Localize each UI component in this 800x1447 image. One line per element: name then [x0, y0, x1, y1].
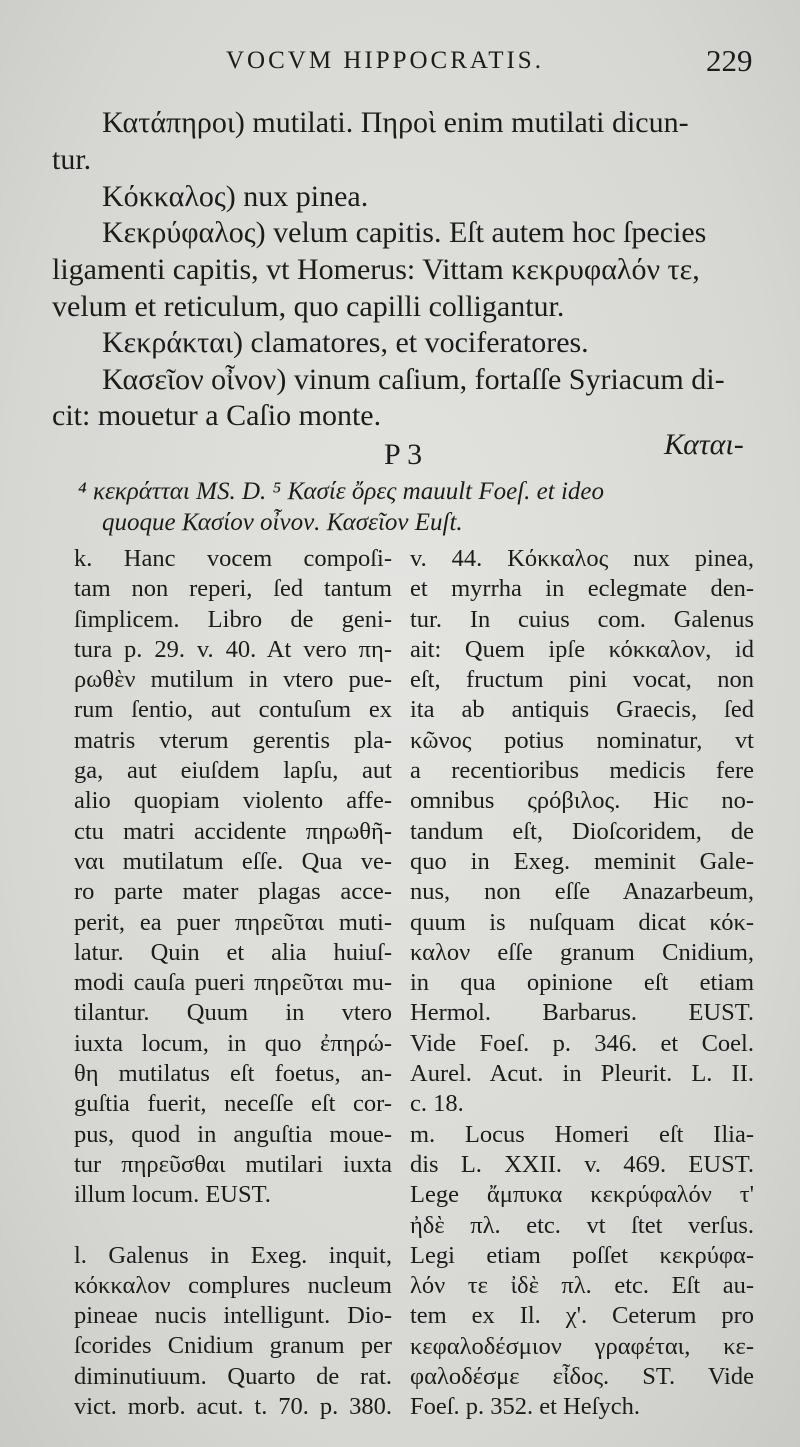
column-line: diminutiuum. Quarto de rat. [74, 1362, 392, 1390]
column-line: κῶνος potius nominatur, vt [410, 726, 754, 754]
entry-line: Κεκράκται) clamatores, et vociferatores. [102, 326, 589, 359]
column-line: latur. Quin et alia huiuſ- [74, 938, 392, 966]
entry-line: Κατάπηροι) mutilati. Πηροὶ enim mutilati dicun- [102, 106, 689, 139]
column-line: Hermol. Barbarus. EUST. [410, 999, 754, 1027]
column-line: dis L. XXII. v. 469. EUST. [410, 1150, 754, 1178]
column-line: ρωθὲν mutilum in vtero pue- [74, 666, 392, 694]
entry-line: Κασεῖον οἶνον) vinum caſium, fortaſſe Syriacum di- [102, 363, 725, 396]
column-line: illum locum. EUST. [74, 1181, 271, 1209]
column-line: ſcorides Cnidium granum per [74, 1332, 392, 1360]
column-line: k. Hanc vocem compoſi- [74, 545, 392, 572]
column-line: κεφαλοδέσμιον γραφέται, κε- [410, 1332, 754, 1360]
column-line: ait: Quem ipſe κόκκαλον, id [410, 635, 754, 663]
column-line: tam non reperi, ſed tantum [74, 575, 392, 603]
entry-line: Κεκρύφαλος) velum capitis. Eſt autem hoc ſpecies [102, 216, 707, 249]
page-number: 229 [706, 43, 753, 78]
column-line: Lege ἄμπυκα κεκρύφαλόν τ' [410, 1181, 754, 1209]
column-line: eſt, fructum pini vocat, non [410, 666, 754, 694]
column-line: matris vterum gerentis pla- [74, 726, 392, 754]
column-line: ro parte mater plagas acce- [74, 878, 392, 906]
column-line: ναι mutilatum eſſe. Qua ve- [74, 847, 392, 875]
commentary-left-column [74, 544, 392, 1422]
column-line: tandum eſt, Dioſcoridem, de [410, 817, 754, 845]
column-line: nus, non eſſe Anazarbeum, [410, 878, 754, 906]
column-line: vict. morb. acut. t. 70. p. 380. [74, 1393, 392, 1421]
column-line: λόν τε ἰδὲ πλ. etc. Eſt au- [410, 1272, 754, 1300]
column-line: ſimplicem. Libro de geni- [74, 605, 392, 633]
column-line: tura p. 29. v. 40. At vero πη- [74, 635, 392, 663]
column-line: et myrrha in eclegmate den- [410, 575, 754, 603]
column-line: ἠδὲ πλ. etc. vt ſtet verſus. [410, 1211, 754, 1239]
entry-line: Κόκκαλος) nux pinea. [102, 180, 369, 213]
entry-line: velum et reticulum, quo capilli colligantur. [52, 290, 565, 323]
commentary-right-column [410, 544, 754, 1423]
column-line: quo in Exeg. meminit Gale- [410, 847, 754, 875]
column-line: tur. In cuius com. Galenus [410, 605, 754, 633]
column-line: l. Galenus in Exeg. inquit, [74, 1241, 392, 1269]
signature-mark: P 3 [384, 438, 423, 471]
column-line: ga, aut eiuſdem lapſu, aut [74, 757, 392, 785]
column-line: θη mutilatus eſt foetus, an- [74, 1060, 392, 1088]
entry-line: ligamenti capitis, vt Homerus: Vittam κεκρυφαλόν τε, [52, 253, 700, 286]
column-line: tur πηρεῦσθαι mutilari iuxta [74, 1150, 392, 1178]
column-line: καλον eſſe granum Cnidium, [410, 938, 754, 966]
column-line: κόκκαλον complures nucleum [74, 1271, 392, 1299]
column-line: pus, quod in anguſtia mouе- [74, 1120, 392, 1148]
column-line: Aurel. Acut. in Pleurit. L. II. [410, 1060, 754, 1088]
column-line: tilantur. Quum in vtero [74, 999, 392, 1027]
column-line: ita ab antiquis Graecis, ſed [410, 696, 754, 724]
column-line: alio quopiam violento affe- [74, 787, 392, 815]
entry-line: cit: mouetur a Caſio monte. [52, 399, 382, 432]
column-line: v. 44. Κόκκαλος nux pinea, [410, 545, 754, 572]
footnote-line: ⁴ κεκράτται MS. D. ⁵ Κασίε ὄρες mauult Foeſ. et ideo [78, 478, 604, 505]
column-line: a recentioribus medicis fere [410, 757, 754, 785]
column-line: Vide Foeſ. p. 346. et Coel. [410, 1029, 754, 1057]
catchword: Καται- [664, 428, 744, 461]
column-line: m. Locus Homeri eſt Ilia- [410, 1120, 754, 1148]
entry-line: tur. [52, 143, 92, 176]
column-line: ctu matri accidente πηρωθῆ- [74, 817, 392, 845]
column-line: Legi etiam poſſet κεκρύφα- [410, 1241, 754, 1269]
column-spacer [74, 1211, 392, 1241]
column-line: pineae nucis intelligunt. Dio- [74, 1302, 392, 1330]
column-line: perit, ea puer πηρεῦται muti- [74, 908, 392, 936]
footnote-line: quoque Κασίον οἶνον. Κασεῖον Euſt. [102, 509, 463, 536]
column-line: Foeſ. p. 352. et Heſych. [410, 1393, 640, 1421]
column-line: omnibus ςρόβιλος. Hic no- [410, 787, 754, 815]
column-line: iuxta locum, in quo ἐπηρώ- [74, 1029, 392, 1057]
column-line: φαλοδέσμε εἶδος. ST. Vide [410, 1363, 754, 1391]
column-line: in qua opinione eſt etiam [410, 969, 754, 997]
column-line: c. 18. [410, 1090, 464, 1118]
column-line: guſtia fuerit, neceſſe eſt cor- [74, 1090, 392, 1118]
column-line: rum ſentio, aut contuſum ex [74, 696, 392, 724]
column-line: modi cauſa pueri πηρεῦται mu- [74, 969, 392, 997]
running-head-title: VOCVM HIPPOCRATIS. [226, 47, 544, 74]
column-line: tem ex Il. χ'. Ceterum pro [410, 1302, 754, 1330]
column-line: quum is nuſquam dicat κόκ- [410, 908, 754, 936]
